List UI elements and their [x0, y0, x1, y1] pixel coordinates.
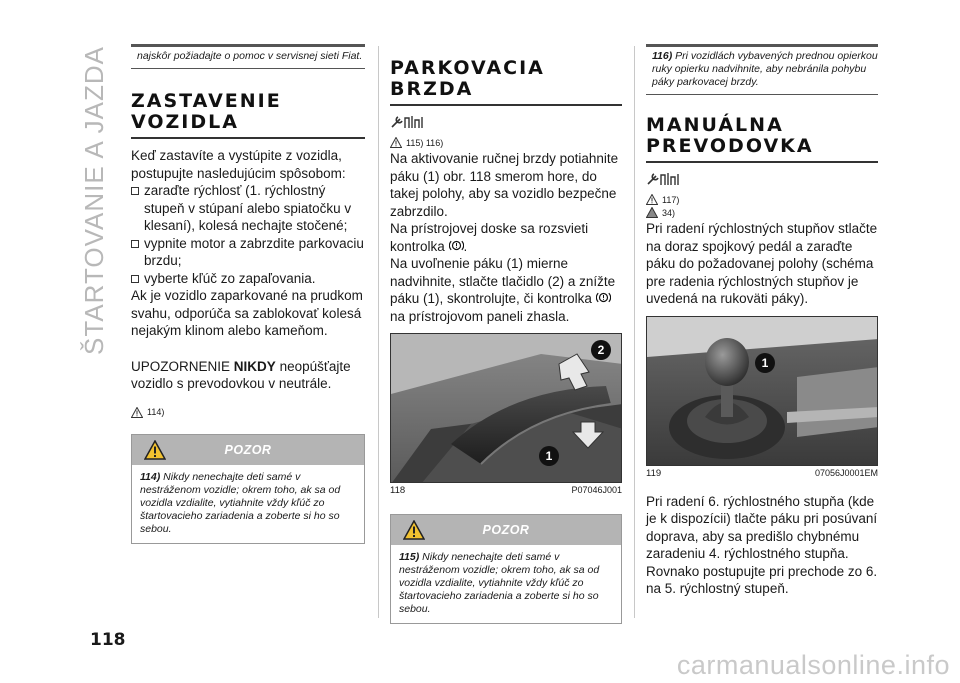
- warning-triangle-icon: [390, 137, 402, 148]
- warning-triangle-icon: [144, 440, 166, 460]
- list-item-text: vypnite motor a zabrzdite parkovaciu brzdu;: [144, 235, 364, 268]
- warning-reference: [131, 407, 365, 418]
- warning-reference: [646, 194, 878, 205]
- paragraph: [390, 220, 622, 255]
- continued-note: [646, 44, 878, 95]
- paragraph: Na aktivovanie ručnej brzdy potiahnite páku (1) obr. 118 smerom hore, do takej polohy, aby sa vozidlo bezpečne zabrzdilo.: [390, 151, 619, 219]
- list-item: [131, 182, 365, 235]
- figure-119-gear-lever: [646, 316, 878, 466]
- paragraph-text: Na prístrojovej doske sa rozsvieti kontrolka: [390, 221, 589, 254]
- page-number: 118: [90, 630, 126, 650]
- heading-line: MANUÁLNA: [646, 114, 784, 136]
- wrench-tool-icon: [646, 171, 680, 187]
- list-item-text: vyberte kľúč zo zapaľovania.: [144, 270, 316, 286]
- continued-note: najskôr požiadajte o pomoc v servisnej sieti Fiat.: [131, 44, 365, 69]
- pozor-warning-box: [390, 514, 622, 624]
- warning-emphasis: NIKDY: [233, 358, 276, 374]
- list-item: [131, 270, 365, 288]
- heading-line: ZASTAVENIE: [131, 90, 282, 112]
- reference-number: 34): [662, 207, 676, 218]
- pozor-number: 114): [140, 470, 161, 483]
- heading-line: VOZIDLA: [131, 111, 239, 133]
- warning-triangle-icon: [646, 194, 658, 205]
- warning-text: neopúšťajte: [279, 358, 351, 374]
- section-body: [646, 493, 878, 598]
- figure-caption: [390, 485, 622, 496]
- column-3: [646, 44, 878, 598]
- pozor-text: Nikdy nenechajte deti samé v nestráženom vozidle; okrem toho, ak sa od vozidla vzdialite, vytiahnite vždy kľúč zo štartovacieho zariadenia a zoberte si ho so sebou.: [399, 551, 600, 615]
- paragraph: Ak je vozidlo zaparkované na prudkom svahu, odporúča sa zablokovať kolesá nejakým klinom alebo kameňom.: [131, 288, 363, 338]
- pozor-text: Nikdy nenechajte deti samé v nestráženom vozidle; okrem toho, ak sa od vozidla vzdialite, vytiahnite vždy kľúč zo štartovacieho zariadenia a zoberte si ho so sebou.: [140, 470, 341, 535]
- pozor-body: [132, 465, 364, 543]
- section-body: [131, 147, 365, 393]
- checkbox-bullet-icon: [131, 240, 139, 248]
- pozor-body: [391, 545, 621, 623]
- figure-118-handbrake: [390, 333, 622, 483]
- callout-2: 2: [591, 340, 611, 360]
- caution-reference: [646, 207, 878, 218]
- gear-lever-illustration: [647, 317, 878, 466]
- section-heading-zastavenie: [131, 91, 365, 139]
- figure-code: P07046J001: [571, 485, 622, 495]
- section-side-title: ŠTARTOVANIE A JAZDA: [78, 45, 109, 355]
- caution-triangle-icon: [646, 207, 658, 218]
- paragraph: Pri radení 6. rýchlostného stupňa (kde je k dispozícii) tlačte páku pri posúvaní doprava, aby sa predišlo chybnému zaradeniu 4. rýchlostného stupňa. Rovnako postupujte pri prechode zo 6. na 5. rýchlostný stupeň.: [646, 493, 878, 596]
- paragraph-text: Na uvoľnenie páku (1) mierne nadvihnite, stlačte tlačidlo (2) a znížte páku (1), skontrolujte, či kontrolka: [390, 256, 616, 306]
- wrench-tool-icon: [390, 114, 424, 130]
- column-divider: [378, 46, 379, 618]
- heading-line: PARKOVACIA: [390, 57, 545, 79]
- list-item: [131, 235, 365, 270]
- reference-number: 114): [147, 407, 165, 417]
- paragraph-text: .: [463, 238, 468, 254]
- section-body: [390, 150, 622, 325]
- section-heading-parkovacia-brzda: [390, 58, 622, 106]
- callout-1: 1: [539, 446, 559, 466]
- section-heading-manualna-prevodovka: [646, 115, 878, 163]
- paragraph-text: na prístrojovom paneli zhasla.: [390, 308, 570, 324]
- reference-number: 115) 116): [406, 137, 444, 148]
- heading-line: PREVODOVKA: [646, 135, 814, 157]
- brake-warning-light-icon: [449, 239, 464, 252]
- warning-paragraph: [131, 358, 365, 393]
- figure-number: 118: [390, 485, 406, 496]
- column-2: [390, 44, 622, 624]
- note-text: Pri vozidlách vybavených prednou opierkou ruky opierku nadvihnite, aby nebránila pohybu páky parkovacej brzdy.: [652, 50, 878, 88]
- paragraph: [390, 255, 622, 325]
- pozor-header: [391, 515, 621, 545]
- warning-prefix: UPOZORNENIE: [131, 358, 231, 374]
- figure-number: 119: [646, 467, 662, 479]
- warning-reference: [390, 137, 622, 148]
- column-1: [131, 44, 365, 544]
- list-item-text: zaraďte rýchlosť (1. rýchlostný stupeň v stúpaní alebo spiatočku v klesaní), kolesá nechajte stočené;: [144, 183, 352, 233]
- checkbox-bullet-icon: [131, 187, 139, 195]
- heading-line: BRZDA: [390, 78, 474, 100]
- checkbox-bullet-icon: [131, 275, 139, 283]
- handbrake-illustration: [391, 334, 622, 483]
- callout-1: 1: [755, 353, 775, 373]
- figure-code: 07056J0001EM: [814, 467, 878, 478]
- pozor-number: 115): [399, 551, 420, 563]
- figure-caption: [646, 468, 878, 479]
- reference-number: 117): [662, 194, 680, 205]
- note-number: 116): [652, 50, 673, 62]
- pozor-warning-box: [131, 434, 365, 544]
- column-divider: [634, 46, 635, 618]
- warning-triangle-icon: [131, 407, 143, 418]
- warning-triangle-icon: [403, 520, 425, 540]
- watermark: carmanualsonline.info: [676, 650, 950, 680]
- paragraph: Pri radení rýchlostných stupňov stlačte na doraz spojkový pedál a zaraďte páku do požadovanej polohy (schéma pre radenia rýchlostných stupňov je uvedená na rukoväti páky).: [646, 221, 878, 306]
- pozor-title: POZOR: [224, 442, 272, 457]
- pozor-header: [132, 435, 364, 465]
- warning-text: vozidlo s prevodovkou v neutrále.: [131, 376, 332, 391]
- intro-text: Keď zastavíte a vystúpite z vozidla, postupujte nasledujúcim spôsobom:: [131, 148, 346, 181]
- brake-warning-light-icon: [596, 291, 611, 304]
- section-body: [646, 220, 878, 308]
- pozor-title: POZOR: [482, 523, 530, 537]
